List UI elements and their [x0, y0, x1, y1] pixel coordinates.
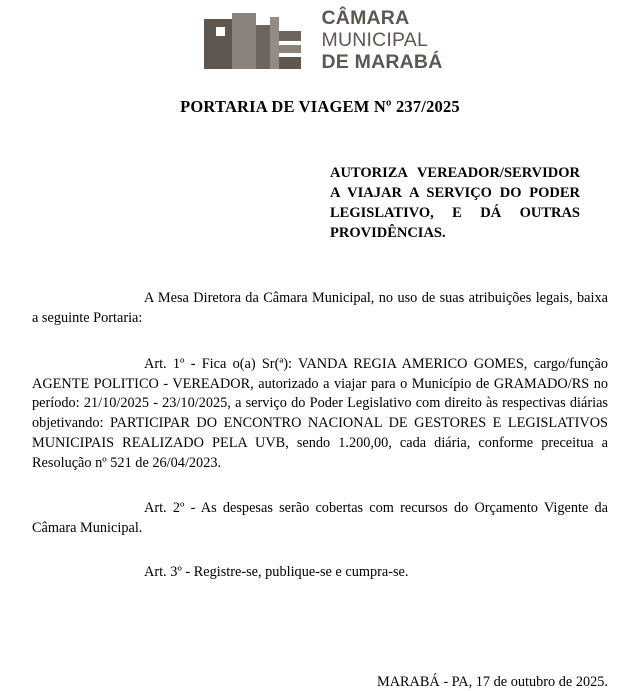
place-and-date: MARABÁ - PA, 17 de outubro de 2025. — [376, 674, 608, 691]
document-ementa: AUTORIZA VEREADOR/SERVIDOR A VIAJAR A SERVIÇO DO PODER LEGISLATIVO, E DÁ OUTRAS PROVIDÊNCIAS. — [330, 165, 580, 242]
document-body — [32, 289, 608, 582]
paragraph-preamble: A Mesa Diretora da Câmara Municipal, no uso de suas atribuições legais, baixa a seguinte Portaria: — [32, 290, 608, 327]
camara-municipal-building-logo-icon — [198, 13, 308, 69]
page-title: PORTARIA DE VIAGEM Nº 237/2025 — [180, 97, 460, 117]
logo-line-2: MUNICIPAL — [321, 28, 429, 51]
logo-line-1: CÂMARA — [321, 7, 410, 29]
paragraph-article-1: Art. 1º - Fica o(a) Sr(ª): VANDA REGIA AMERICO GOMES, cargo/função AGENTE POLITICO - VEREADOR, autorizado a viajar para o Município de GRAMADO/RS no período: 21/10/2025 - 23/10/2025, a serviço do Poder Legislativo com direito às respectivas diárias objetivando: PARTICIPAR DO ENCONTRO NACIONAL DE GESTORES E LEGISLATIVOS MUNICIPAIS REALIZADO PELA UVB, sendo 1.200,00, cada diária, conforme preceitua a Resolução nº 521 de 26/04/2023. — [32, 355, 608, 471]
document-header — [0, 0, 640, 75]
logo-line-3: DE MARABÁ — [321, 50, 443, 73]
logo-wordmark — [322, 8, 443, 73]
paragraph-article-3: Art. 3º - Registre-se, publique-se e cumpra-se. — [144, 563, 409, 580]
paragraph-article-2: Art. 2º - As despesas serão cobertas com recursos do Orçamento Vigente da Câmara Municipal. — [32, 500, 608, 536]
